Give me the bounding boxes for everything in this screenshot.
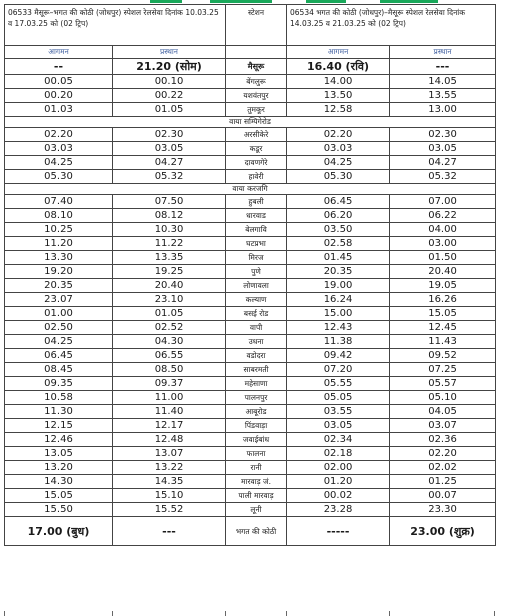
arrival-time: 15.05 (5, 489, 113, 503)
departure-time-return: 11.43 (390, 335, 496, 349)
departure-time: 07.50 (113, 195, 226, 209)
arrival-time: 12.15 (5, 419, 113, 433)
departure-time: 09.37 (113, 377, 226, 391)
arrival-time: 13.30 (5, 251, 113, 265)
station-name: रानी (226, 461, 287, 475)
departure-time: 04.27 (113, 156, 226, 170)
station-name: धारवाड (226, 209, 287, 223)
arrival-time: 04.25 (5, 156, 113, 170)
arrival-time: 08.45 (5, 363, 113, 377)
timetable-rows (5, 75, 496, 517)
table-row (5, 75, 496, 89)
station-name: मारवाड़ जं. (226, 475, 287, 489)
departure-time: 11.22 (113, 237, 226, 251)
station-name: हुबली (226, 195, 287, 209)
arrival-time-return: 02.18 (287, 447, 390, 461)
arrival-time: 07.40 (5, 195, 113, 209)
table-row (5, 170, 496, 184)
table-row (5, 156, 496, 170)
route-via-row (5, 184, 496, 195)
departure-time: 20.40 (113, 279, 226, 293)
table-row (5, 89, 496, 103)
arrival-time-return: 01.45 (287, 251, 390, 265)
departure-time-return: 16.26 (390, 293, 496, 307)
departure-time-return: 04.00 (390, 223, 496, 237)
arrival-time: 01.03 (5, 103, 113, 117)
origin-row (5, 59, 496, 75)
arrival-time-return: 20.35 (287, 265, 390, 279)
departure-time-return: 02.36 (390, 433, 496, 447)
arrival-time: 06.45 (5, 349, 113, 363)
departure-time-return: 14.05 (390, 75, 496, 89)
departure-time: 05.32 (113, 170, 226, 184)
departure-time: 19.25 (113, 265, 226, 279)
departure-label-06533: प्रस्थान (113, 46, 226, 59)
departure-time: 10.30 (113, 223, 226, 237)
table-row (5, 265, 496, 279)
via-label: वाया करजगि (5, 184, 496, 195)
station-name: पिंडवाड़ा (226, 419, 287, 433)
table-row (5, 391, 496, 405)
arrival-time-return: 12.58 (287, 103, 390, 117)
table-row (5, 279, 496, 293)
table-row (5, 195, 496, 209)
arrival-time-return: 19.00 (287, 279, 390, 293)
table-row (5, 349, 496, 363)
arrival-time: 00.20 (5, 89, 113, 103)
departure-time-return: 03.05 (390, 142, 496, 156)
station-name: लोणावला (226, 279, 287, 293)
station-name: कल्याण (226, 293, 287, 307)
departure-time: 00.22 (113, 89, 226, 103)
table-row (5, 251, 496, 265)
departure-time: 13.35 (113, 251, 226, 265)
arrival-time-return: 03.05 (287, 419, 390, 433)
arrival-time-return: 00.02 (287, 489, 390, 503)
departure-time-return: 12.45 (390, 321, 496, 335)
arrival-time: 15.50 (5, 503, 113, 517)
departure-time-return: 04.05 (390, 405, 496, 419)
departure-time-return: 23.00 (शुक्र) (390, 517, 496, 546)
station-name: भगत की कोठी (226, 517, 287, 546)
departure-time-return: 02.20 (390, 447, 496, 461)
arrival-time-return: 12.43 (287, 321, 390, 335)
arrival-time: 04.25 (5, 335, 113, 349)
departure-time-return: 07.00 (390, 195, 496, 209)
table-row (5, 405, 496, 419)
arrival-time: 11.30 (5, 405, 113, 419)
departure-time-return: 05.10 (390, 391, 496, 405)
arrival-time: 12.46 (5, 433, 113, 447)
arrival-time: 00.05 (5, 75, 113, 89)
arrival-time: 09.35 (5, 377, 113, 391)
arrival-time: 13.05 (5, 447, 113, 461)
arrival-time-return: 11.38 (287, 335, 390, 349)
departure-time: 06.55 (113, 349, 226, 363)
arrival-time-return: 02.20 (287, 128, 390, 142)
table-row (5, 335, 496, 349)
departure-time-return: 20.40 (390, 265, 496, 279)
station-name: वापी (226, 321, 287, 335)
arrival-label-06533: आगमन (5, 46, 113, 59)
station-name: कडूर (226, 142, 287, 156)
table-row (5, 475, 496, 489)
train-06534-description: 06534 भगत की कोठी (जोधपुर)–मैसूरू स्पेशल रेलसेवा दिनांक 14.03.25 व 21.03.25 को (02 ट्रिप) (287, 5, 496, 46)
arrival-time: 19.20 (5, 265, 113, 279)
station-name: हावेरी (226, 170, 287, 184)
departure-time: 02.30 (113, 128, 226, 142)
station-name: मैसूरू (226, 59, 287, 75)
arrival-time-return: 07.20 (287, 363, 390, 377)
station-name: फालना (226, 447, 287, 461)
station-name: महेसाणा (226, 377, 287, 391)
arrival-time-return: 06.45 (287, 195, 390, 209)
departure-time-return: 03.00 (390, 237, 496, 251)
table-row (5, 489, 496, 503)
station-header: स्टेशन (226, 5, 287, 46)
station-name: तुमकूर (226, 103, 287, 117)
arrival-time-return: 06.20 (287, 209, 390, 223)
arrival-time-return: 14.00 (287, 75, 390, 89)
table-row (5, 433, 496, 447)
departure-time: 15.52 (113, 503, 226, 517)
departure-time: 14.35 (113, 475, 226, 489)
table-row (5, 377, 496, 391)
station-subheader (226, 46, 287, 59)
arrival-time-return: 03.03 (287, 142, 390, 156)
arrival-time-return: 05.55 (287, 377, 390, 391)
table-row (5, 209, 496, 223)
arrival-time-return: 05.05 (287, 391, 390, 405)
arrival-time: 20.35 (5, 279, 113, 293)
arrival-time-return: 03.50 (287, 223, 390, 237)
departure-time: 11.00 (113, 391, 226, 405)
arrival-time: 08.10 (5, 209, 113, 223)
arrival-time-return: 16.40 (रवि) (287, 59, 390, 75)
arrival-time-return: 16.24 (287, 293, 390, 307)
departure-time: 08.12 (113, 209, 226, 223)
header-row (5, 5, 496, 46)
arrival-time: 17.00 (बुध) (5, 517, 113, 546)
station-name: लूनी (226, 503, 287, 517)
arrival-time: 01.00 (5, 307, 113, 321)
arrival-label-06534: आगमन (287, 46, 390, 59)
departure-time-return: --- (390, 59, 496, 75)
departure-time-return: 05.32 (390, 170, 496, 184)
station-name: पाली मारवाड़ (226, 489, 287, 503)
table-row (5, 103, 496, 117)
arrival-time: 13.20 (5, 461, 113, 475)
table-row (5, 223, 496, 237)
arrival-time-return: 02.00 (287, 461, 390, 475)
departure-time: 11.40 (113, 405, 226, 419)
departure-time-return: 04.27 (390, 156, 496, 170)
station-name: उधना (226, 335, 287, 349)
arrival-time-return: 04.25 (287, 156, 390, 170)
subheader-row (5, 46, 496, 59)
departure-time: 00.10 (113, 75, 226, 89)
departure-time: 23.10 (113, 293, 226, 307)
arrival-time: 11.20 (5, 237, 113, 251)
table-row (5, 237, 496, 251)
departure-label-06534: प्रस्थान (390, 46, 496, 59)
arrival-time: 05.30 (5, 170, 113, 184)
departure-time-return: 19.05 (390, 279, 496, 293)
station-name: मिरज (226, 251, 287, 265)
station-name: दावणगेरे (226, 156, 287, 170)
arrival-time-return: 02.58 (287, 237, 390, 251)
station-name: बेंगलुरू (226, 75, 287, 89)
route-via-row (5, 117, 496, 128)
arrival-time: 02.20 (5, 128, 113, 142)
arrival-time: 03.03 (5, 142, 113, 156)
table-row (5, 293, 496, 307)
departure-time-return: 06.22 (390, 209, 496, 223)
arrival-time: 14.30 (5, 475, 113, 489)
departure-time-return: 01.50 (390, 251, 496, 265)
arrival-time-return: 01.20 (287, 475, 390, 489)
arrival-time-return: 02.34 (287, 433, 390, 447)
departure-time-return: 07.25 (390, 363, 496, 377)
station-name: साबरमती (226, 363, 287, 377)
table-row (5, 461, 496, 475)
table-row (5, 419, 496, 433)
arrival-time-return: 03.55 (287, 405, 390, 419)
train-06533-description: 06533 मैसूरू–भगत की कोठी (जोधपुर) स्पेशल रेलसेवा दिनांक 10.03.25 व 17.03.25 को (02 ट्रिप) (5, 5, 226, 46)
departure-time-return: 13.55 (390, 89, 496, 103)
departure-time: 12.48 (113, 433, 226, 447)
bottom-edge (4, 611, 495, 616)
arrival-time-return: 13.50 (287, 89, 390, 103)
top-accent-bar (150, 0, 450, 3)
table-row (5, 321, 496, 335)
table-row (5, 447, 496, 461)
departure-time: 15.10 (113, 489, 226, 503)
departure-time-return: 23.30 (390, 503, 496, 517)
departure-time: 03.05 (113, 142, 226, 156)
departure-time: 12.17 (113, 419, 226, 433)
arrival-time-return: 09.42 (287, 349, 390, 363)
station-name: जवाईबांध (226, 433, 287, 447)
station-name: आबूरोड (226, 405, 287, 419)
table-row (5, 128, 496, 142)
departure-time-return: 03.07 (390, 419, 496, 433)
arrival-time-return: 23.28 (287, 503, 390, 517)
arrival-time: 23.07 (5, 293, 113, 307)
arrival-time: 10.25 (5, 223, 113, 237)
arrival-time-return: 15.00 (287, 307, 390, 321)
station-name: घटप्रभा (226, 237, 287, 251)
station-name: वडोदरा (226, 349, 287, 363)
departure-time: 01.05 (113, 103, 226, 117)
departure-time: 13.22 (113, 461, 226, 475)
departure-time: 21.20 (सोम) (113, 59, 226, 75)
departure-time-return: 01.25 (390, 475, 496, 489)
departure-time: --- (113, 517, 226, 546)
timetable (4, 4, 496, 546)
arrival-time: -- (5, 59, 113, 75)
departure-time: 01.05 (113, 307, 226, 321)
departure-time-return: 02.30 (390, 128, 496, 142)
departure-time-return: 02.02 (390, 461, 496, 475)
table-row (5, 307, 496, 321)
station-name: अरसीकेरे (226, 128, 287, 142)
table-row (5, 503, 496, 517)
arrival-time-return: 05.30 (287, 170, 390, 184)
departure-time-return: 13.00 (390, 103, 496, 117)
departure-time-return: 15.05 (390, 307, 496, 321)
station-name: पालनपुर (226, 391, 287, 405)
departure-time-return: 09.52 (390, 349, 496, 363)
departure-time: 13.07 (113, 447, 226, 461)
station-name: पुणे (226, 265, 287, 279)
station-name: बेलगावि (226, 223, 287, 237)
table-row (5, 142, 496, 156)
arrival-time-return: ----- (287, 517, 390, 546)
arrival-time: 02.50 (5, 321, 113, 335)
departure-time: 02.52 (113, 321, 226, 335)
via-label: वाया सम्पिगेरोड (5, 117, 496, 128)
table-row (5, 363, 496, 377)
destination-row (5, 517, 496, 546)
departure-time-return: 00.07 (390, 489, 496, 503)
departure-time: 04.30 (113, 335, 226, 349)
departure-time: 08.50 (113, 363, 226, 377)
station-name: बसई रोड (226, 307, 287, 321)
departure-time-return: 05.57 (390, 377, 496, 391)
arrival-time: 10.58 (5, 391, 113, 405)
station-name: यशवंतपुर (226, 89, 287, 103)
